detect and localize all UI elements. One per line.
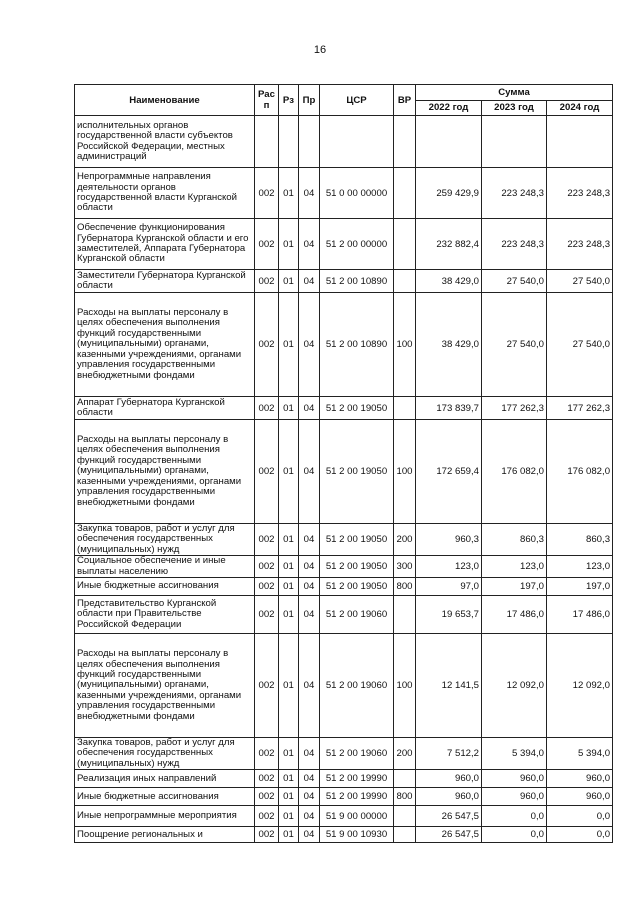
cell-2023: 123,0 <box>482 556 547 578</box>
cell-csr: 51 2 00 10890 <box>320 293 394 397</box>
cell-rz: 01 <box>279 524 299 556</box>
cell-csr: 51 9 00 10930 <box>320 827 394 843</box>
cell-vr: 800 <box>394 788 416 806</box>
cell-rz: 01 <box>279 788 299 806</box>
cell-2023: 960,0 <box>482 770 547 788</box>
cell-2022: 19 653,7 <box>416 596 482 634</box>
table-row <box>75 770 613 788</box>
cell-ras: 002 <box>255 770 279 788</box>
header-pr: Пр <box>299 85 320 116</box>
cell-vr: 200 <box>394 524 416 556</box>
cell-name: Представительство Курганской области при Правительстве Российской Федерации <box>75 596 255 634</box>
table-row <box>75 270 613 293</box>
cell-name: Заместители Губернатора Курганской области <box>75 270 255 293</box>
cell-rz: 01 <box>279 578 299 596</box>
table-row <box>75 596 613 634</box>
cell-2022: 232 882,4 <box>416 219 482 270</box>
cell-2024: 960,0 <box>547 788 613 806</box>
cell-rz: 01 <box>279 168 299 219</box>
cell-pr: 04 <box>299 578 320 596</box>
cell-rz: 01 <box>279 827 299 843</box>
cell-pr: 04 <box>299 270 320 293</box>
cell-2023: 860,3 <box>482 524 547 556</box>
cell-rz: 01 <box>279 420 299 524</box>
cell-name: Непрограммные направления деятельности органов государственной власти Курганской области <box>75 168 255 219</box>
cell-csr: 51 2 00 10890 <box>320 270 394 293</box>
cell-2022: 97,0 <box>416 578 482 596</box>
header-row-top <box>75 85 613 101</box>
page-number: 16 <box>313 44 327 56</box>
table-row <box>75 524 613 556</box>
cell-rz <box>279 116 299 168</box>
table-row <box>75 168 613 219</box>
cell-pr: 04 <box>299 738 320 770</box>
cell-vr <box>394 827 416 843</box>
cell-ras: 002 <box>255 596 279 634</box>
cell-2024: 27 540,0 <box>547 270 613 293</box>
cell-2022: 960,3 <box>416 524 482 556</box>
cell-rz: 01 <box>279 596 299 634</box>
cell-ras: 002 <box>255 524 279 556</box>
cell-rz: 01 <box>279 293 299 397</box>
cell-vr <box>394 116 416 168</box>
cell-2022 <box>416 116 482 168</box>
cell-ras: 002 <box>255 578 279 596</box>
cell-vr <box>394 806 416 827</box>
cell-2023: 17 486,0 <box>482 596 547 634</box>
cell-2023: 197,0 <box>482 578 547 596</box>
header-csr: ЦСР <box>320 85 394 116</box>
cell-ras: 002 <box>255 806 279 827</box>
cell-rz: 01 <box>279 634 299 738</box>
cell-2024: 5 394,0 <box>547 738 613 770</box>
cell-ras: 002 <box>255 827 279 843</box>
cell-pr: 04 <box>299 524 320 556</box>
cell-ras: 002 <box>255 738 279 770</box>
cell-2022: 38 429,0 <box>416 293 482 397</box>
cell-name: исполнительных органов государственной власти субъектов Российской Федерации, местных администраций <box>75 116 255 168</box>
header-name: Наименование <box>75 85 255 116</box>
cell-pr: 04 <box>299 596 320 634</box>
cell-vr <box>394 168 416 219</box>
cell-rz: 01 <box>279 738 299 770</box>
cell-pr: 04 <box>299 788 320 806</box>
cell-pr: 04 <box>299 168 320 219</box>
cell-name: Иные бюджетные ассигнования <box>75 578 255 596</box>
cell-csr: 51 2 00 19050 <box>320 397 394 420</box>
cell-2024: 960,0 <box>547 770 613 788</box>
cell-vr <box>394 219 416 270</box>
cell-vr <box>394 397 416 420</box>
cell-2022: 172 659,4 <box>416 420 482 524</box>
cell-vr: 100 <box>394 420 416 524</box>
cell-name: Поощрение региональных и <box>75 827 255 843</box>
cell-2022: 259 429,9 <box>416 168 482 219</box>
cell-name: Реализация иных направлений <box>75 770 255 788</box>
cell-csr: 51 2 00 19060 <box>320 634 394 738</box>
header-year-2022: 2022 год <box>416 100 482 116</box>
cell-ras: 002 <box>255 634 279 738</box>
cell-name: Иные бюджетные ассигнования <box>75 788 255 806</box>
cell-2023 <box>482 116 547 168</box>
cell-2023: 223 248,3 <box>482 219 547 270</box>
cell-2024: 0,0 <box>547 827 613 843</box>
cell-pr: 04 <box>299 770 320 788</box>
cell-2022: 960,0 <box>416 788 482 806</box>
cell-vr: 100 <box>394 293 416 397</box>
cell-pr: 04 <box>299 806 320 827</box>
cell-csr: 51 2 00 19050 <box>320 556 394 578</box>
header-ras: Рас п <box>255 85 279 116</box>
header-rz: Рз <box>279 85 299 116</box>
cell-vr <box>394 596 416 634</box>
cell-csr: 51 9 00 00000 <box>320 806 394 827</box>
cell-csr: 51 2 00 19990 <box>320 788 394 806</box>
cell-pr: 04 <box>299 420 320 524</box>
cell-csr: 51 2 00 00000 <box>320 219 394 270</box>
table-row <box>75 738 613 770</box>
cell-ras: 002 <box>255 219 279 270</box>
header-year-2024: 2024 год <box>547 100 613 116</box>
table-body <box>75 116 613 843</box>
cell-ras: 002 <box>255 556 279 578</box>
cell-pr: 04 <box>299 556 320 578</box>
table-row <box>75 219 613 270</box>
cell-2023: 5 394,0 <box>482 738 547 770</box>
header-year-2023: 2023 год <box>482 100 547 116</box>
cell-2023: 0,0 <box>482 806 547 827</box>
cell-pr: 04 <box>299 827 320 843</box>
cell-csr: 51 2 00 19060 <box>320 596 394 634</box>
cell-vr <box>394 770 416 788</box>
cell-2022: 123,0 <box>416 556 482 578</box>
cell-2024: 223 248,3 <box>547 219 613 270</box>
cell-vr: 800 <box>394 578 416 596</box>
cell-csr: 51 2 00 19050 <box>320 420 394 524</box>
cell-name: Закупка товаров, работ и услуг для обеспечения государственных (муниципальных) нужд <box>75 524 255 556</box>
cell-csr: 51 2 00 19990 <box>320 770 394 788</box>
cell-csr: 51 0 00 00000 <box>320 168 394 219</box>
table-row <box>75 806 613 827</box>
cell-ras: 002 <box>255 293 279 397</box>
cell-2023: 176 082,0 <box>482 420 547 524</box>
cell-name: Закупка товаров, работ и услуг для обеспечения государственных (муниципальных) нужд <box>75 738 255 770</box>
table-row <box>75 788 613 806</box>
cell-rz: 01 <box>279 806 299 827</box>
cell-2022: 173 839,7 <box>416 397 482 420</box>
cell-2024: 176 082,0 <box>547 420 613 524</box>
table-row <box>75 556 613 578</box>
cell-2022: 12 141,5 <box>416 634 482 738</box>
header-sum: Сумма <box>416 85 613 101</box>
cell-rz: 01 <box>279 770 299 788</box>
cell-2023: 223 248,3 <box>482 168 547 219</box>
cell-csr <box>320 116 394 168</box>
cell-vr: 300 <box>394 556 416 578</box>
budget-table <box>74 84 613 843</box>
cell-csr: 51 2 00 19050 <box>320 524 394 556</box>
cell-2024: 17 486,0 <box>547 596 613 634</box>
table-row <box>75 578 613 596</box>
cell-2022: 26 547,5 <box>416 806 482 827</box>
cell-ras: 002 <box>255 420 279 524</box>
cell-name: Иные непрограммные мероприятия <box>75 806 255 827</box>
cell-2023: 177 262,3 <box>482 397 547 420</box>
cell-2024: 123,0 <box>547 556 613 578</box>
table-row <box>75 397 613 420</box>
cell-csr: 51 2 00 19060 <box>320 738 394 770</box>
cell-2024: 197,0 <box>547 578 613 596</box>
cell-name: Аппарат Губернатора Курганской области <box>75 397 255 420</box>
cell-name: Социальное обеспечение и иные выплаты населению <box>75 556 255 578</box>
cell-2024 <box>547 116 613 168</box>
table-row <box>75 827 613 843</box>
table-row <box>75 634 613 738</box>
cell-2024: 0,0 <box>547 806 613 827</box>
cell-2022: 38 429,0 <box>416 270 482 293</box>
cell-vr <box>394 270 416 293</box>
cell-name: Расходы на выплаты персоналу в целях обеспечения выполнения функций государственными (муниципальными) органами, казенными учреждениями, органами управления государственными внебюджетными фондами <box>75 634 255 738</box>
cell-rz: 01 <box>279 219 299 270</box>
cell-2022: 960,0 <box>416 770 482 788</box>
cell-2022: 7 512,2 <box>416 738 482 770</box>
cell-ras: 002 <box>255 270 279 293</box>
cell-ras <box>255 116 279 168</box>
cell-2024: 223 248,3 <box>547 168 613 219</box>
cell-2022: 26 547,5 <box>416 827 482 843</box>
cell-2024: 12 092,0 <box>547 634 613 738</box>
cell-2023: 27 540,0 <box>482 270 547 293</box>
cell-2023: 0,0 <box>482 827 547 843</box>
cell-ras: 002 <box>255 168 279 219</box>
cell-ras: 002 <box>255 788 279 806</box>
cell-vr: 200 <box>394 738 416 770</box>
cell-rz: 01 <box>279 556 299 578</box>
header-vr: ВР <box>394 85 416 116</box>
cell-name: Обеспечение функционирования Губернатора Курганской области и его заместителей, Аппарата Губернатора Курганской области <box>75 219 255 270</box>
cell-rz: 01 <box>279 270 299 293</box>
cell-pr: 04 <box>299 219 320 270</box>
cell-pr: 04 <box>299 397 320 420</box>
cell-2024: 177 262,3 <box>547 397 613 420</box>
cell-pr: 04 <box>299 293 320 397</box>
cell-vr: 100 <box>394 634 416 738</box>
cell-2024: 860,3 <box>547 524 613 556</box>
cell-rz: 01 <box>279 397 299 420</box>
table-row <box>75 293 613 397</box>
cell-2024: 27 540,0 <box>547 293 613 397</box>
cell-name: Расходы на выплаты персоналу в целях обеспечения выполнения функций государственными (муниципальными) органами, казенными учреждениями, органами управления государственными внебюджетными фондами <box>75 293 255 397</box>
cell-name: Расходы на выплаты персоналу в целях обеспечения выполнения функций государственными (муниципальными) органами, казенными учреждениями, органами управления государственными внебюджетными фондами <box>75 420 255 524</box>
cell-pr <box>299 116 320 168</box>
table-row <box>75 420 613 524</box>
cell-2023: 960,0 <box>482 788 547 806</box>
cell-2023: 12 092,0 <box>482 634 547 738</box>
cell-pr: 04 <box>299 634 320 738</box>
table-row <box>75 116 613 168</box>
cell-2023: 27 540,0 <box>482 293 547 397</box>
cell-ras: 002 <box>255 397 279 420</box>
cell-csr: 51 2 00 19050 <box>320 578 394 596</box>
